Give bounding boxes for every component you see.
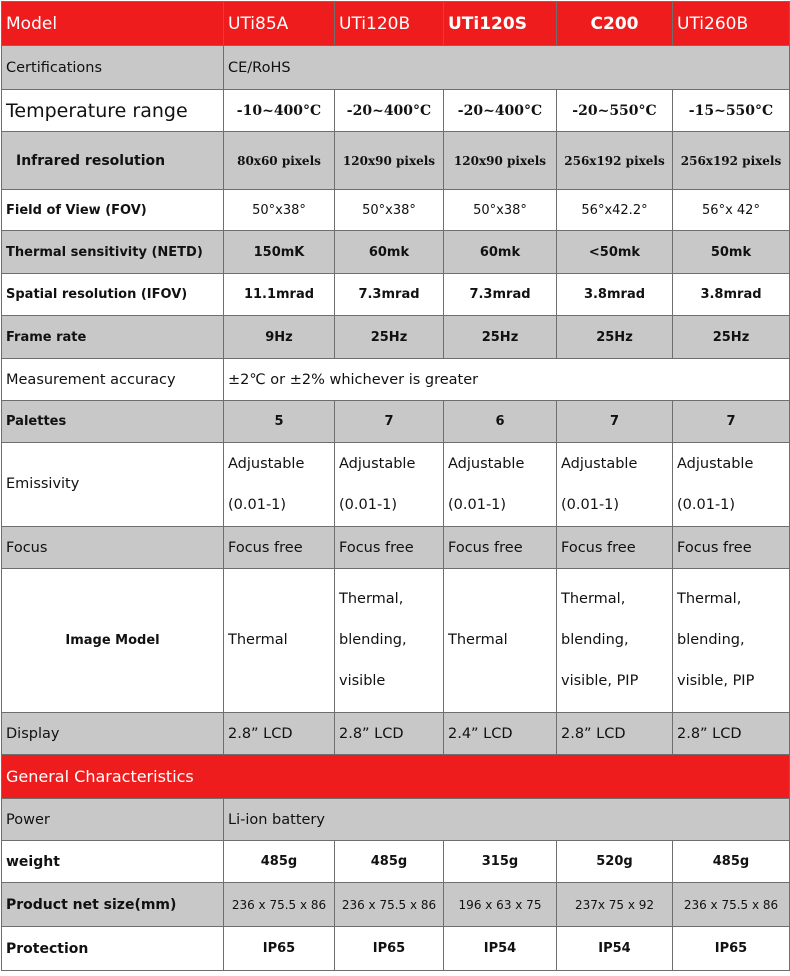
table-cell: 56°x 42° [673, 190, 790, 231]
table-cell: 7.3mrad [335, 274, 444, 316]
table-cell: Adjustable (0.01-1) [335, 443, 444, 527]
table-cell: IP65 [673, 927, 790, 971]
row-netd [2, 231, 790, 274]
table-cell: 50°x38° [444, 190, 557, 231]
table-cell: IP54 [557, 927, 673, 971]
table-cell: 315g [444, 841, 557, 883]
table-cell: -20~550°C [557, 90, 673, 132]
table-cell: Focus free [557, 527, 673, 569]
table-cell: 25Hz [557, 316, 673, 359]
table-cell: 25Hz [673, 316, 790, 359]
table-cell: <50mk [557, 231, 673, 274]
table-cell: 236 x 75.5 x 86 [335, 883, 444, 927]
table-cell: IP65 [335, 927, 444, 971]
table-cell: 9Hz [224, 316, 335, 359]
row-ifov [2, 274, 790, 316]
model-uti85a: UTi85A [224, 2, 335, 46]
ifov-label: Spatial resolution (IFOV) [2, 274, 224, 316]
model-uti120s: UTi120S [444, 2, 557, 46]
table-cell: 120x90 pixels [335, 132, 444, 190]
row-emissivity [2, 443, 790, 527]
row-focus [2, 527, 790, 569]
table-cell: Thermal [444, 569, 557, 713]
table-cell: 3.8mrad [673, 274, 790, 316]
table-cell: 2.8” LCD [224, 713, 335, 755]
model-uti120b: UTi120B [335, 2, 444, 46]
table-cell: 120x90 pixels [444, 132, 557, 190]
table-cell: 50°x38° [335, 190, 444, 231]
power-label: Power [2, 799, 224, 841]
table-cell: 11.1mrad [224, 274, 335, 316]
certifications-value: CE/RoHS [224, 46, 790, 90]
header-label: Model [2, 2, 224, 46]
table-cell: Thermal, blending, visible, PIP [557, 569, 673, 713]
protection-label: Protection [2, 927, 224, 971]
table-cell: Thermal, blending, visible [335, 569, 444, 713]
weight-label: weight [2, 841, 224, 883]
table-cell: 3.8mrad [557, 274, 673, 316]
infrared-resolution-label: Infrared resolution [2, 132, 224, 190]
table-cell: Focus free [444, 527, 557, 569]
table-cell: 50°x38° [224, 190, 335, 231]
row-size [2, 883, 790, 927]
table-cell: 7 [673, 401, 790, 443]
row-display [2, 713, 790, 755]
row-fov [2, 190, 790, 231]
row-temperature-range [2, 90, 790, 132]
table-cell: 7 [557, 401, 673, 443]
table-cell: 6 [444, 401, 557, 443]
table-cell: 7.3mrad [444, 274, 557, 316]
row-certifications [2, 46, 790, 90]
temperature-range-label: Temperature range [2, 90, 224, 132]
certifications-label: Certifications [2, 46, 224, 90]
table-cell: 2.8” LCD [673, 713, 790, 755]
table-cell: 485g [224, 841, 335, 883]
table-cell: Adjustable (0.01-1) [557, 443, 673, 527]
table-cell: 56°x42.2° [557, 190, 673, 231]
table-cell: 60mk [335, 231, 444, 274]
table-cell: -20~400°C [335, 90, 444, 132]
spec-table [1, 1, 790, 971]
row-frame-rate [2, 316, 790, 359]
table-cell: IP54 [444, 927, 557, 971]
table-cell: 237x 75 x 92 [557, 883, 673, 927]
table-cell: Adjustable (0.01-1) [673, 443, 790, 527]
table-cell: 50mk [673, 231, 790, 274]
table-cell: 25Hz [444, 316, 557, 359]
model-c200: C200 [557, 2, 673, 46]
table-cell: IP65 [224, 927, 335, 971]
size-label: Product net size(mm) [2, 883, 224, 927]
table-cell: Focus free [224, 527, 335, 569]
table-cell: 80x60 pixels [224, 132, 335, 190]
row-image-model [2, 569, 790, 713]
table-cell: Adjustable (0.01-1) [444, 443, 557, 527]
table-cell: Thermal, blending, visible, PIP [673, 569, 790, 713]
table-cell: Focus free [673, 527, 790, 569]
accuracy-value: ±2℃ or ±2% whichever is greater [224, 359, 790, 401]
table-cell: 2.8” LCD [335, 713, 444, 755]
table-cell: 2.4” LCD [444, 713, 557, 755]
row-power [2, 799, 790, 841]
row-protection [2, 927, 790, 971]
table-cell: Thermal [224, 569, 335, 713]
table-cell: 25Hz [335, 316, 444, 359]
emissivity-label: Emissivity [2, 443, 224, 527]
table-cell: 150mK [224, 231, 335, 274]
table-cell: 485g [335, 841, 444, 883]
table-cell: 7 [335, 401, 444, 443]
table-cell: Adjustable (0.01-1) [224, 443, 335, 527]
table-cell: 236 x 75.5 x 86 [673, 883, 790, 927]
row-accuracy [2, 359, 790, 401]
table-cell: 520g [557, 841, 673, 883]
netd-label: Thermal sensitivity (NETD) [2, 231, 224, 274]
fov-label: Field of View (FOV) [2, 190, 224, 231]
row-infrared-resolution [2, 132, 790, 190]
table-cell: 236 x 75.5 x 86 [224, 883, 335, 927]
image-model-label: Image Model [2, 569, 224, 713]
table-cell: Focus free [335, 527, 444, 569]
section-header [2, 755, 790, 799]
header-row [2, 2, 790, 46]
palettes-label: Palettes [2, 401, 224, 443]
section-title: General Characteristics [2, 755, 790, 799]
row-weight [2, 841, 790, 883]
frame-rate-label: Frame rate [2, 316, 224, 359]
accuracy-label: Measurement accuracy [2, 359, 224, 401]
table-cell: -20~400°C [444, 90, 557, 132]
table-cell: 256x192 pixels [557, 132, 673, 190]
power-value: Li-ion battery [224, 799, 790, 841]
table-cell: 60mk [444, 231, 557, 274]
table-cell: 5 [224, 401, 335, 443]
focus-label: Focus [2, 527, 224, 569]
table-cell: 256x192 pixels [673, 132, 790, 190]
table-cell: 196 x 63 x 75 [444, 883, 557, 927]
table-cell: -10~400°C [224, 90, 335, 132]
model-uti260b: UTi260B [673, 2, 790, 46]
row-palettes [2, 401, 790, 443]
table-cell: 2.8” LCD [557, 713, 673, 755]
table-cell: 485g [673, 841, 790, 883]
display-label: Display [2, 713, 224, 755]
table-cell: -15~550°C [673, 90, 790, 132]
